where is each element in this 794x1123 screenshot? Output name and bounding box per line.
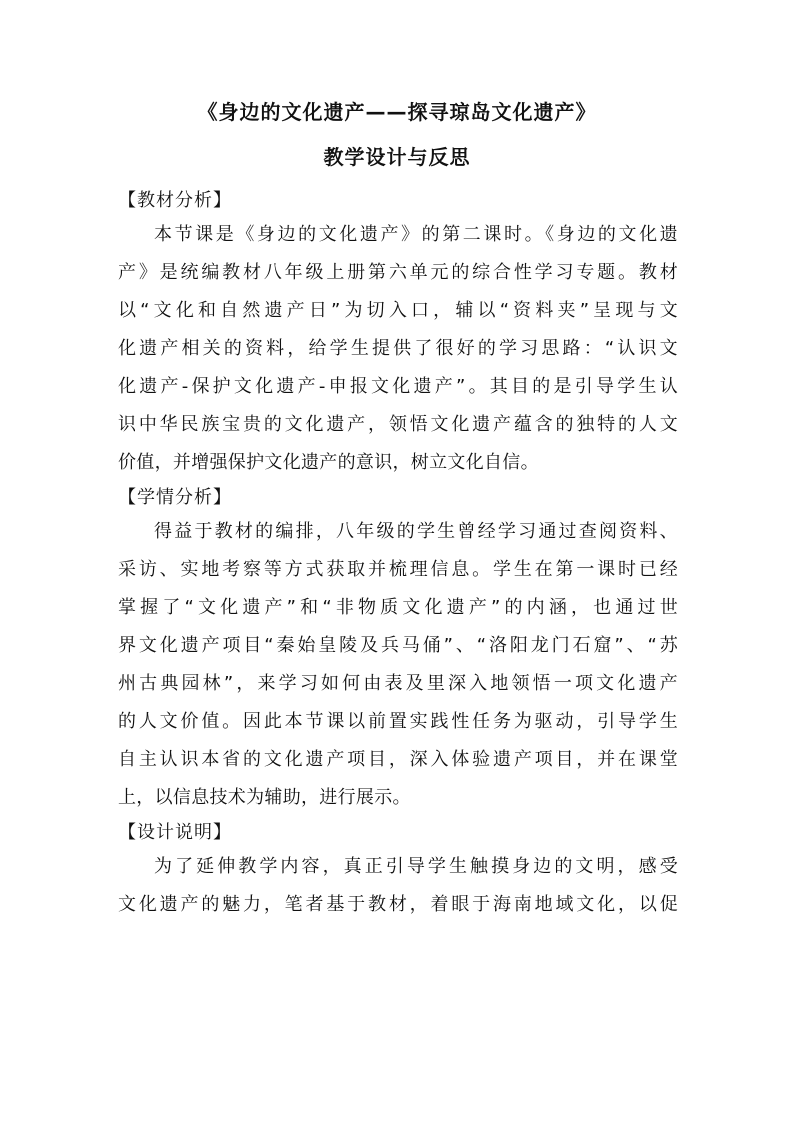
- document-subtitle: 教学设计与反思: [323, 145, 471, 169]
- paragraph-line: 产》是统编教材八年级上册第六单元的综合性学习专题。教材: [118, 262, 678, 283]
- paragraph-line: 化遗产相关的资料，给学生提供了很好的学习思路：“认识文: [118, 338, 678, 359]
- paragraph-line: 的人文价值。因此本节课以前置实践性任务为驱动，引导学生: [118, 711, 678, 732]
- paragraph-design-notes: [118, 848, 678, 924]
- paragraph-line: 掌握了“文化遗产”和“非物质文化遗产”的内涵，也通过世: [118, 597, 678, 618]
- paragraph-line: 本节课是《身边的文化遗产》的第二课时。《身边的文化遗: [154, 224, 678, 245]
- paragraph-line: 上，以信息技术为辅助，进行展示。: [118, 787, 411, 808]
- paragraph-line: 得益于教材的编排，八年级的学生曾经学习通过查阅资料、: [154, 521, 678, 542]
- paragraph-line: 自主认识本省的文化遗产项目，深入体验遗产项目，并在课堂: [118, 749, 678, 770]
- paragraph-line: 界文化遗产项目“秦始皇陵及兵马俑”、“洛阳龙门石窟”、“苏: [118, 635, 678, 656]
- paragraph-learner-analysis: [118, 513, 678, 817]
- paragraph-line: 采访、实地考察等方式获取并梳理信息。学生在第一课时已经: [118, 559, 678, 580]
- paragraph-line: 化遗产-保护文化遗产-申报文化遗产”。其目的是引导学生认: [118, 376, 678, 397]
- paragraph-line: 价值，并增强保护文化遗产的意识，树立文化自信。: [118, 452, 539, 473]
- section-heading-textbook-analysis: 【教材分析】: [118, 190, 232, 211]
- paragraph-line: 为了延伸教学内容，真正引导学生触摸身边的文明，感受: [154, 856, 678, 877]
- paragraph-line: 识中华民族宝贵的文化遗产，领悟文化遗产蕴含的独特的人文: [118, 414, 678, 435]
- paragraph-line: 州古典园林”，来学习如何由表及里深入地领悟一项文化遗产: [118, 673, 678, 694]
- section-heading-learner-analysis: 【学情分析】: [118, 487, 232, 508]
- paragraph-line: 文化遗产的魅力，笔者基于教材，着眼于海南地域文化，以促: [118, 894, 678, 915]
- paragraph-line: 以“文化和自然遗产日”为切入口，辅以“资料夹”呈现与文: [118, 300, 678, 321]
- section-heading-design-notes: 【设计说明】: [118, 822, 232, 843]
- document-body: [118, 185, 678, 924]
- paragraph-textbook-analysis: [118, 216, 678, 482]
- document-title: 《身边的文化遗产——探寻琼岛文化遗产》: [197, 100, 597, 124]
